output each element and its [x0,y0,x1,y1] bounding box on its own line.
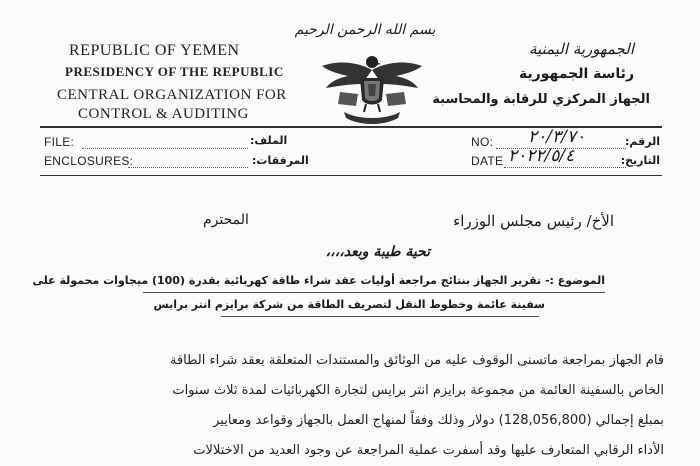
body-line: الخاص بالسفينة العائمة من مجموعة برايزم انتر برايس لتجارة الكهربائيات لمدة ثلاث سنوات [172,383,664,398]
fields-divider [40,175,662,176]
eagle-emblem [318,48,426,130]
date-label-en: DATE [471,154,504,168]
header-en-presidency: PRESIDENCY OF THE REPUBLIC [65,64,284,79]
date-value: ٢٠٢٢/٥/٤ [508,146,575,166]
body-line: بمبلغ إجمالي (128,056,800) دولار وذلك وفقاً لمنهاج العمل بالجهاز وقواعد ومعايير [213,413,664,428]
no-value: ٢٠/٣/٧٠ [528,127,586,147]
file-label-ar: الملف: [250,134,288,147]
header-en-organization: CENTRAL ORGANIZATION FOR [57,87,287,103]
date-field [504,167,626,168]
header-ar-presidency: رئاسة الجمهورية [518,66,634,82]
header-en-control: CONTROL & AUDITING [78,106,249,122]
no-label-ar: الرقم: [625,135,660,148]
date-label-ar: التاريخ: [620,154,660,167]
header-ar-country: الجمهورية اليمنية [528,40,634,58]
subject-line2: سفينة عائمة وخطوط النقل لتصريف الطاقة من شركة برايزم انتر برايس [153,298,545,311]
enclosures-label-en: ENCLOSURES: [44,154,134,168]
body-paragraph [88,346,664,466]
no-label-en: NO: [471,135,494,149]
respected: المحترم [203,212,249,228]
header-ar-organization: الجهاز المركزي للرقابة والمحاسبة [432,92,650,107]
enclosures-field [128,167,248,168]
addressee: الأخ/ رئيس مجلس الوزراء [453,212,614,230]
greeting: تحية طيبة وبعد،،،، [325,244,430,260]
body-line: الأداء الرقابي المتعارف عليها وقد أسفرت عملية المراجعة عن وجود العديد من الاختلالات [193,443,664,458]
enclosures-label-ar: المرفقات: [252,154,309,167]
subject-label: الموضوع :- [544,274,605,287]
body-line: قام الجهاز بمراجعة ماتسنى الوقوف عليه من الوثائق والمستندات المتعلقة بعقد شراء الطاقة [169,353,664,368]
basmala: بسم الله الرحمن الرحيم [294,22,436,38]
file-label-en: FILE: [44,135,75,149]
subject-line1: تقرير الجهاز بنتائج مراجعة أوليات عقد شراء طاقة كهربائية بقدرة (100) ميجاوات محمولة على [32,274,542,287]
header-en-country: REPUBLIC OF YEMEN [69,42,240,59]
subject-box [32,270,605,320]
file-field [82,148,248,149]
